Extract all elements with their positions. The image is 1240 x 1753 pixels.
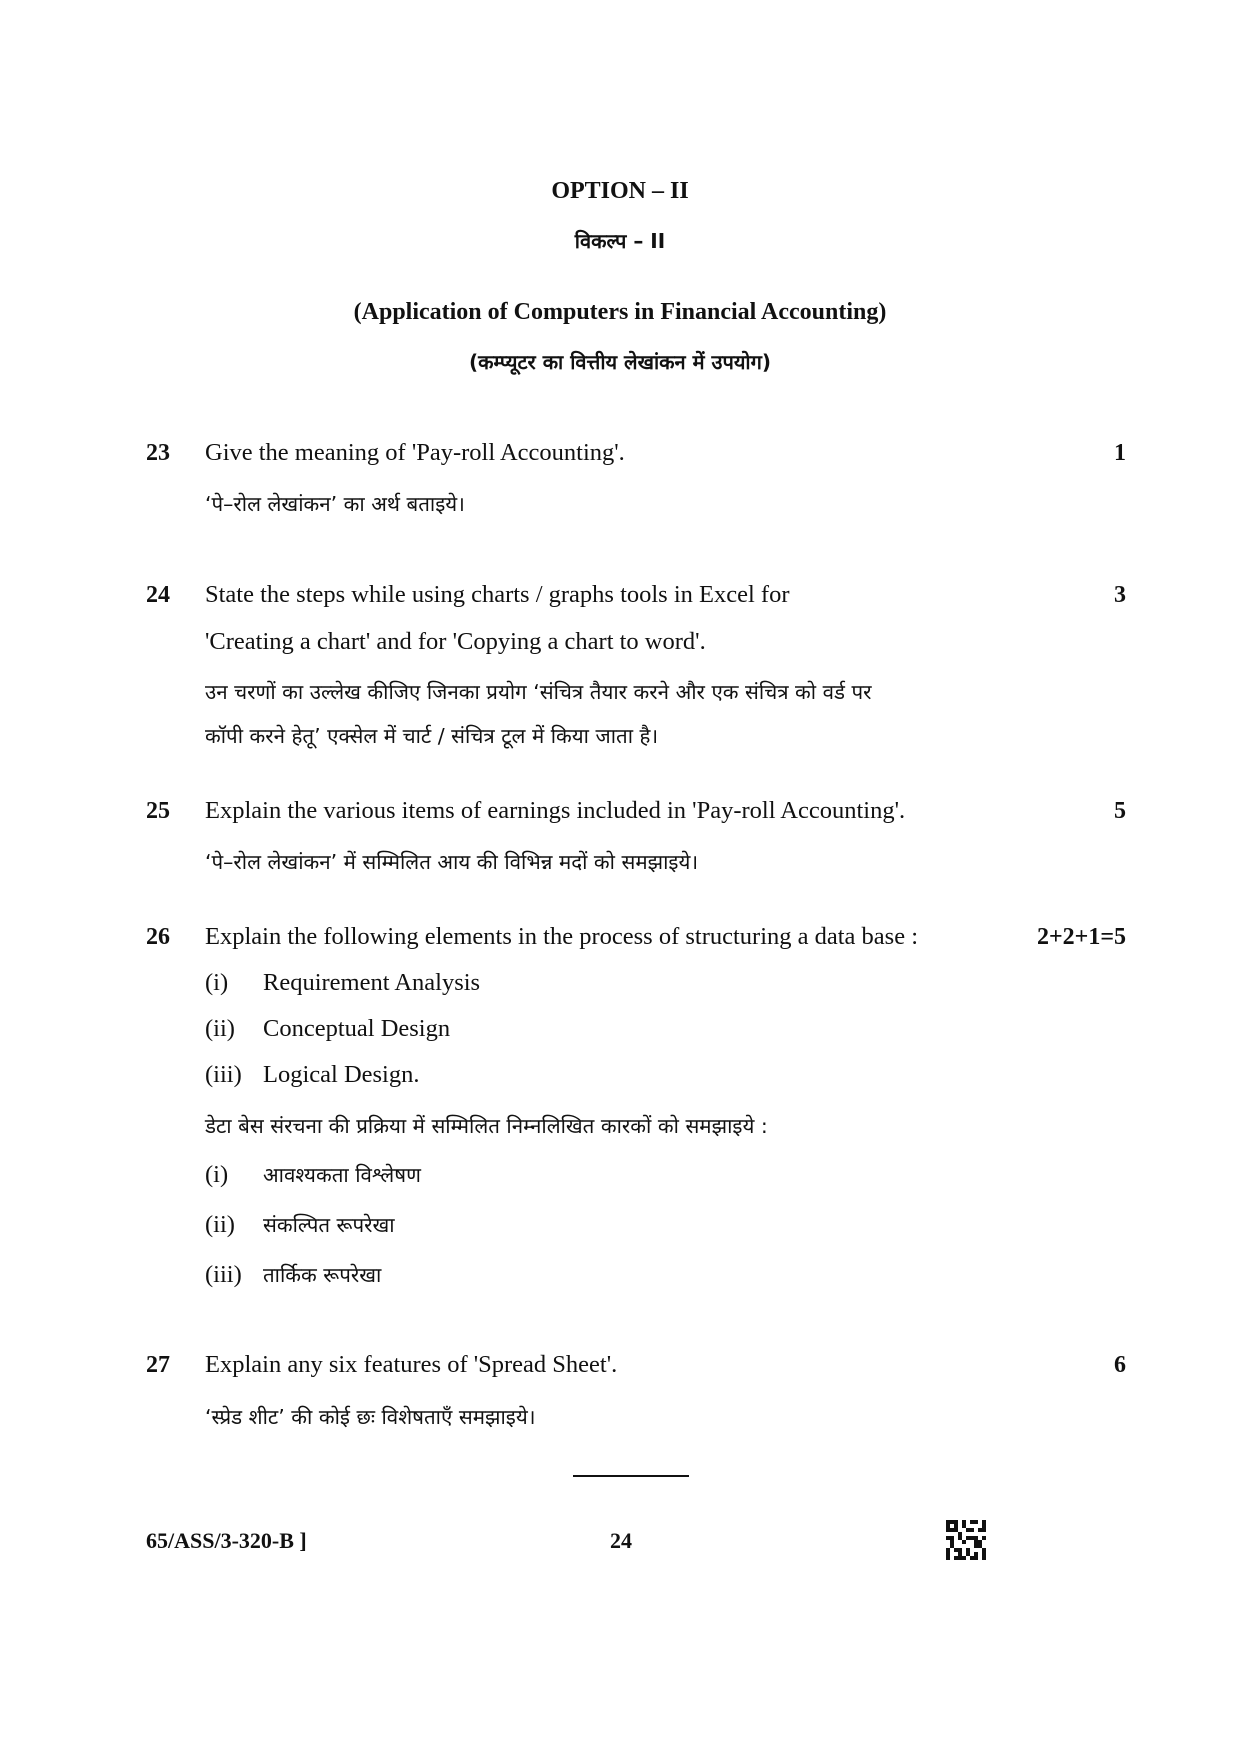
sub-item-hindi (205, 1259, 381, 1289)
question-text-hindi: कॉपी करने हेतू’ एक्सेल में चार्ट / संचित्र टूल में किया जाता है। (205, 724, 659, 748)
sub-item-text: Conceptual Design (263, 1015, 451, 1042)
paper-code: 65/ASS/3-320-B ] (146, 1528, 307, 1553)
sub-item-text: तार्किक रूपरेखा (263, 1263, 382, 1287)
question-number: 24 (146, 582, 170, 608)
page-number: 24 (610, 1528, 632, 1553)
subject-title: (Application of Computers in Financial Accounting) (353, 299, 887, 325)
question-text: Explain the various items of earnings included in 'Pay-roll Accounting'. (205, 797, 906, 824)
option-title-hindi: विकल्प – II (574, 229, 666, 253)
sub-item-hindi (205, 1159, 421, 1189)
sub-item-text: Logical Design. (263, 1061, 420, 1088)
sub-item-label: (i) (205, 969, 229, 996)
subject-title-hindi: (कम्प्यूटर का वित्तीय लेखांकन में उपयोग) (468, 350, 772, 374)
question-text-hindi: उन चरणों का उल्लेख कीजिए जिनका प्रयोग ‘संचित्र तैयार करने और एक संचित्र को वर्ड पर (205, 680, 872, 704)
question-number: 26 (146, 924, 170, 950)
question-number: 27 (146, 1352, 170, 1378)
sub-item-label: (iii) (205, 1061, 242, 1088)
sub-item-label: (ii) (205, 1211, 235, 1238)
sub-item-text: संकल्पित रूपरेखा (263, 1213, 395, 1237)
question-marks: 6 (1114, 1352, 1126, 1378)
sub-item-hindi (205, 1209, 395, 1239)
question-marks: 3 (1114, 582, 1126, 608)
question-text: Give the meaning of 'Pay-roll Accounting'. (205, 439, 625, 466)
question-text-hindi: डेटा बेस संरचना की प्रक्रिया में सम्मिलित निम्नलिखित कारकों को समझाइये : (205, 1114, 768, 1138)
question-text-hindi: ‘स्प्रेड शीट’ की कोई छः विशेषताएँ समझाइये। (205, 1405, 536, 1429)
sub-item-text: Requirement Analysis (263, 969, 481, 996)
question-text: Explain the following elements in the process of structuring a data base : (205, 923, 919, 950)
sub-item (205, 1015, 450, 1043)
sub-item-label: (i) (205, 1161, 229, 1188)
question-text: 'Creating a chart' and for 'Copying a chart to word'. (205, 628, 706, 655)
question-marks: 2+2+1=5 (1036, 924, 1126, 950)
sub-item-label: (ii) (205, 1015, 235, 1042)
end-of-questions-rule (573, 1475, 689, 1477)
question-number: 23 (146, 440, 170, 466)
sub-item-text: आवश्यकता विश्लेषण (263, 1163, 421, 1187)
qr-code-icon (946, 1520, 986, 1560)
question-number: 25 (146, 798, 170, 824)
question-marks: 1 (1114, 440, 1126, 466)
question-text: State the steps while using charts / graphs tools in Excel for (205, 581, 790, 608)
question-marks: 5 (1114, 798, 1126, 824)
question-text-hindi: ‘पे–रोल लेखांकन’ में सम्मिलित आय की विभिन्न मदों को समझाइये। (205, 850, 699, 874)
sub-item (205, 969, 480, 997)
sub-item (205, 1061, 420, 1089)
question-text: Explain any six features of 'Spread Sheet'. (205, 1351, 618, 1378)
question-text-hindi: ‘पे–रोल लेखांकन’ का अर्थ बताइये। (205, 492, 465, 516)
sub-item-label: (iii) (205, 1261, 242, 1288)
option-title: OPTION – II (551, 178, 689, 204)
